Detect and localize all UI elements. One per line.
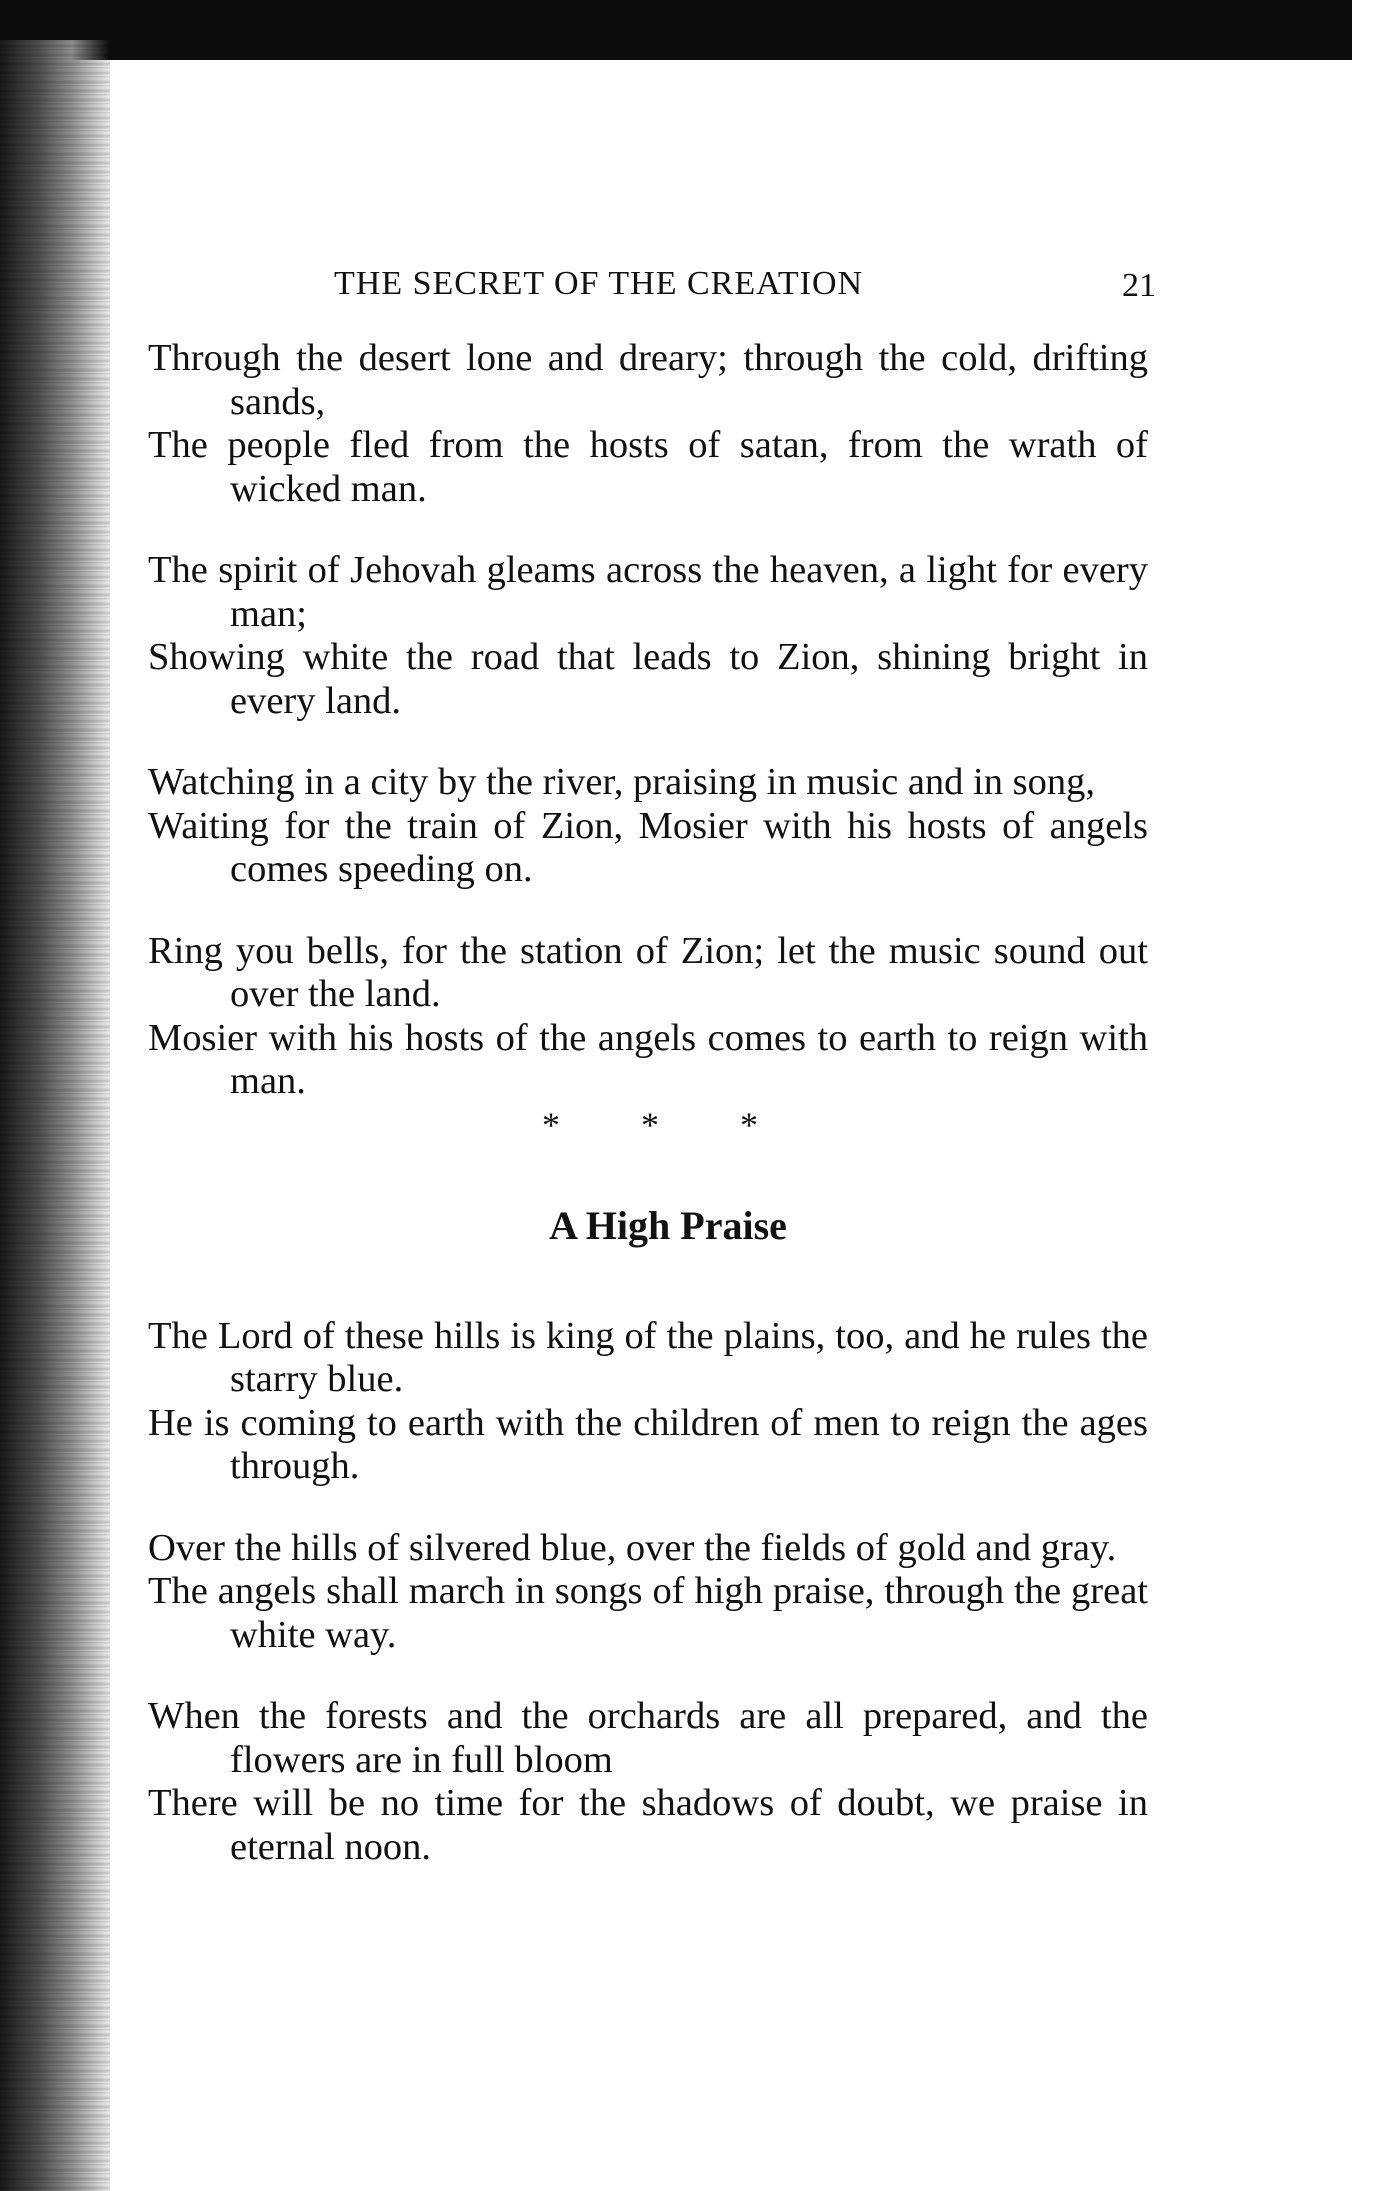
scan-binding-shadow [0,40,110,2191]
stanza [148,1527,1148,1658]
new-poem [148,1315,1148,1870]
verse-line: Showing white the road that leads to Zion, shining bright in every land. [148,636,1148,722]
stanza [148,761,1148,892]
verse-line: He is coming to earth with the children of men to reign the ages through. [148,1401,1148,1487]
verse-line: Through the desert lone and dreary; through the cold, drifting sands, [148,337,1148,423]
poem-title: A High Praise [549,1202,787,1248]
stanza [148,1695,1148,1869]
page-number: 21 [1122,267,1156,304]
verse-line: Waiting for the train of Zion, Mosier with his hosts of angels comes speeding on. [148,804,1148,890]
running-head-title: THE SECRET OF THE CREATION [334,265,864,302]
continued-poem [148,337,1148,1104]
section-separator: * * * [542,1104,794,1145]
stanza [148,549,1148,723]
stanza [148,337,1148,511]
verse-line: The people fled from the hosts of satan, from the wrath of wicked man. [148,424,1148,510]
scan-top-edge [0,0,1352,60]
verse-line: The Lord of these hills is king of the plains, too, and he rules the starry blue. [148,1314,1148,1400]
book-page [148,265,1156,1907]
running-head [148,265,1156,309]
verse-line: When the forests and the orchards are all prepared, and the flowers are in full bloom [148,1695,1148,1781]
verse-line: The spirit of Jehovah gleams across the heaven, a light for every man; [148,549,1148,635]
stanza [148,930,1148,1104]
verse-line: Ring you bells, for the station of Zion; let the music sound out over the land. [148,929,1148,1015]
verse-line: There will be no time for the shadows of doubt, we praise in eternal noon. [148,1782,1148,1868]
verse-line: Over the hills of silvered blue, over the fields of gold and gray. [148,1526,1117,1569]
verse-line: The angels shall march in songs of high praise, through the great white way. [148,1570,1148,1656]
verse-line: Watching in a city by the river, praising in music and in song, [148,761,1095,803]
verse-line: Mosier with his hosts of the angels comes to earth to reign with man. [148,1016,1148,1102]
stanza [148,1315,1148,1489]
